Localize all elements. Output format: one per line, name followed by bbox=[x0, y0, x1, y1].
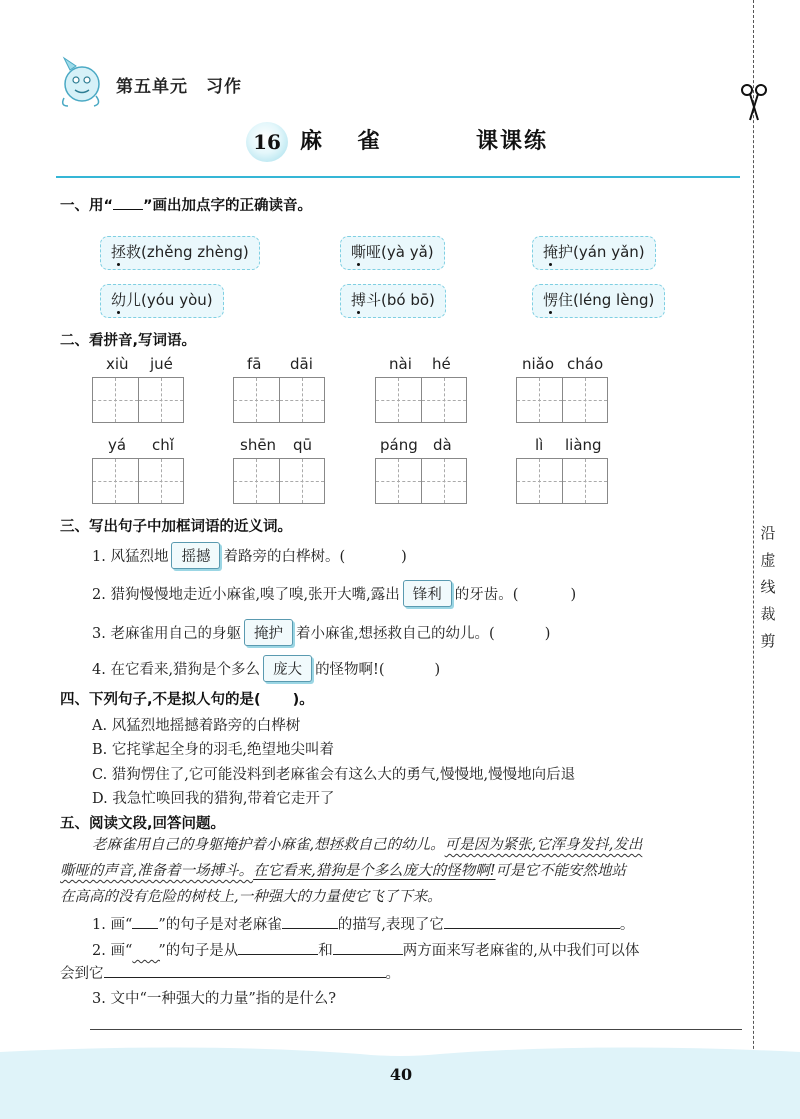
pinyin-label: nài bbox=[389, 355, 412, 373]
pinyin-label: xiù bbox=[106, 355, 129, 373]
writing-grid[interactable] bbox=[92, 377, 184, 423]
pinyin-label: dāi bbox=[290, 355, 313, 373]
pinyin-label: yá bbox=[108, 436, 127, 454]
answer-line[interactable] bbox=[90, 1029, 742, 1030]
answer-blank[interactable] bbox=[333, 941, 403, 955]
passage-line-3: 在高高的没有危险的树枝上,一种强大的力量使它飞了下来。 bbox=[60, 889, 442, 905]
section4-title: 四、下列句子,不是拟人句的是( )。 bbox=[60, 692, 314, 708]
boxed-word: 掩护 bbox=[244, 619, 293, 646]
pinyin-label: dà bbox=[433, 436, 452, 454]
synonym-question-2: 2. 猎狗慢慢地走近小麻雀,嗅了嗅,张开大嘴,露出 锋利 的牙齿。( ) bbox=[92, 580, 576, 607]
answer-blank[interactable] bbox=[282, 915, 338, 929]
writing-grid[interactable] bbox=[375, 458, 467, 504]
lesson-number-badge: 16 bbox=[246, 122, 288, 162]
boxed-word: 锋利 bbox=[403, 580, 452, 607]
wavy-sentence: 可是因为紧张,它浑身发抖,发出 bbox=[444, 837, 643, 853]
unit-label bbox=[116, 72, 260, 97]
unit-name: 第五单元 bbox=[116, 77, 188, 97]
lesson-tag: 课课练 bbox=[476, 128, 549, 154]
boxed-word: 庞大 bbox=[263, 655, 312, 682]
passage-line-2: 嘶哑的声音,准备着一场搏斗。在它看来,猎狗是个多么庞大的怪物啊!可是它不能安然地站 bbox=[60, 863, 627, 879]
cut-dashed-line bbox=[753, 0, 754, 1119]
pinyin-label: fā bbox=[247, 355, 262, 373]
pinyin-label: liàng bbox=[565, 436, 602, 454]
writing-grid[interactable] bbox=[92, 458, 184, 504]
section2-title: 二、看拼音,写词语。 bbox=[60, 333, 197, 349]
reading-question-3: 3. 文中“一种强大的力量”指的是什么? bbox=[92, 991, 337, 1007]
scissors-icon bbox=[740, 82, 768, 122]
wavy-line-sample bbox=[132, 943, 158, 959]
pinyin-label: shēn bbox=[240, 436, 277, 454]
pinyin-choice-5[interactable]: 搏斗(bó bō) bbox=[340, 284, 446, 318]
writing-grid[interactable] bbox=[233, 458, 325, 504]
section3-title: 三、写出句子中加框词语的近义词。 bbox=[60, 519, 292, 535]
option-b[interactable]: B. 它挓挲起全身的羽毛,绝望地尖叫着 bbox=[92, 742, 334, 758]
pinyin-label: niǎo bbox=[522, 355, 555, 373]
pinyin-label: lì bbox=[535, 436, 544, 454]
pinyin-choice-3[interactable]: 掩护(yán yǎn) bbox=[532, 236, 656, 270]
lesson-title: 麻 雀 bbox=[300, 128, 394, 154]
underline-sample bbox=[113, 198, 143, 210]
header-divider bbox=[56, 176, 740, 178]
pinyin-label: jué bbox=[150, 355, 173, 373]
answer-blank[interactable] bbox=[238, 941, 318, 955]
option-c[interactable]: C. 猎狗愣住了,它可能没料到老麻雀会有这么大的勇气,慢慢地,慢慢地向后退 bbox=[92, 767, 576, 783]
page-number: 40 bbox=[389, 1065, 413, 1084]
pinyin-label: qū bbox=[293, 436, 313, 454]
pinyin-label: hé bbox=[432, 355, 451, 373]
synonym-question-3: 3. 老麻雀用自己的身躯 掩护 着小麻雀,想拯救自己的幼儿。( ) bbox=[92, 619, 550, 646]
underlined-sentence: 在它看来,猎狗是个多么庞大的怪物啊! bbox=[253, 863, 496, 879]
wavy-sentence: 嘶哑的声音,准备着一场搏斗。 bbox=[60, 863, 254, 879]
answer-blank[interactable] bbox=[104, 964, 386, 978]
writing-grid[interactable] bbox=[516, 377, 608, 423]
pinyin-choice-2[interactable]: 嘶哑(yà yǎ) bbox=[340, 236, 445, 270]
writing-grid[interactable] bbox=[516, 458, 608, 504]
boxed-word: 摇撼 bbox=[171, 542, 220, 569]
synonym-question-1: 1. 风猛烈地 摇撼 着路旁的白桦树。( ) bbox=[92, 542, 407, 569]
mascot-icon bbox=[56, 54, 104, 110]
straight-line-sample bbox=[132, 915, 158, 929]
option-a[interactable]: A. 风猛烈地摇撼着路旁的白桦树 bbox=[92, 718, 301, 734]
pinyin-label: cháo bbox=[567, 355, 604, 373]
pinyin-label: chǐ bbox=[152, 436, 174, 454]
option-d[interactable]: D. 我急忙唤回我的猎狗,带着它走开了 bbox=[92, 791, 335, 807]
passage-line-1: 老麻雀用自己的身躯掩护着小麻雀,想拯救自己的幼儿。可是因为紧张,它浑身发抖,发出 bbox=[92, 837, 643, 853]
pinyin-choice-4[interactable]: 幼儿(yóu yòu) bbox=[100, 284, 224, 318]
unit-category: 习作 bbox=[206, 77, 242, 97]
pinyin-label: páng bbox=[380, 436, 418, 454]
pinyin-choice-1[interactable]: 拯救(zhěng zhèng) bbox=[100, 236, 260, 270]
answer-blank[interactable] bbox=[444, 915, 620, 929]
writing-grid[interactable] bbox=[233, 377, 325, 423]
synonym-question-4: 4. 在它看来,猎狗是个多么 庞大 的怪物啊!( ) bbox=[92, 655, 440, 682]
writing-grid[interactable] bbox=[375, 377, 467, 423]
cut-instruction: 沿 虚 线 裁 剪 bbox=[760, 524, 776, 650]
reading-question-2: 2. 画“ ”的句子是从 和 两方面来写老麻雀的,从中我们可以体 bbox=[92, 943, 640, 959]
reading-question-1: 1. 画“ ”的句子是对老麻雀 的描写,表现了它 。 bbox=[92, 917, 635, 933]
reading-question-2-cont: 会到它 。 bbox=[60, 966, 400, 982]
pinyin-choice-6[interactable]: 愣住(léng lèng) bbox=[532, 284, 665, 318]
section5-title: 五、阅读文段,回答问题。 bbox=[60, 816, 226, 832]
section1-title: 一、用“ ”画出加点字的正确读音。 bbox=[60, 198, 313, 214]
